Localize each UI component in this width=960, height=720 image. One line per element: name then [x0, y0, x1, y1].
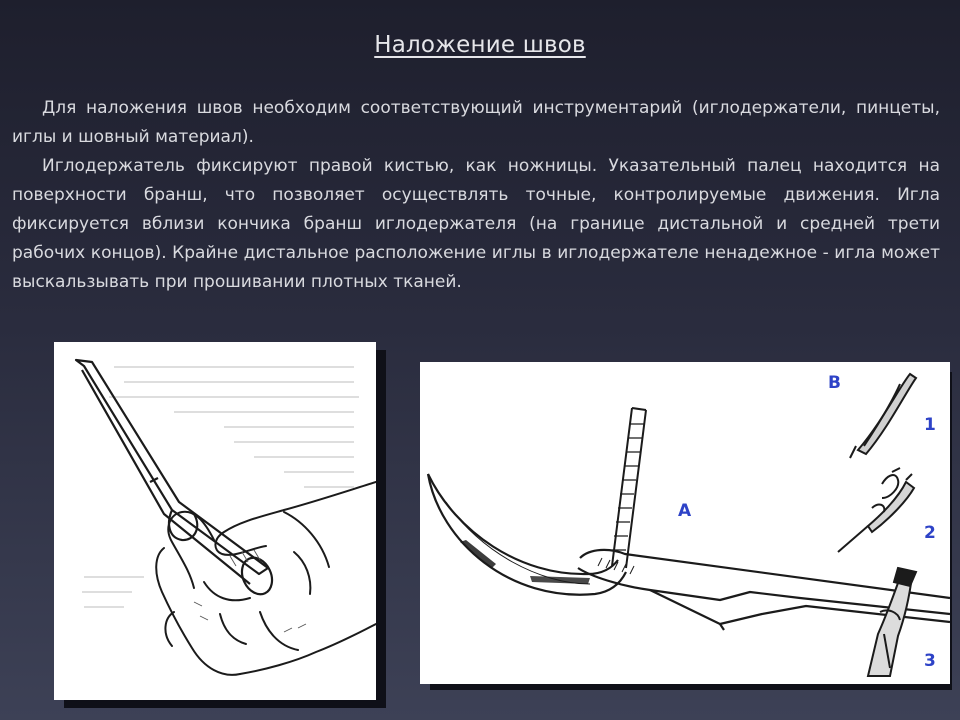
slide-title: Наложение швов: [374, 32, 586, 58]
variant-2-sketch: [838, 468, 914, 552]
label-2: 2: [924, 523, 936, 543]
label-a: A: [678, 501, 692, 521]
variant-1-sketch: [850, 374, 916, 458]
label-b: B: [828, 373, 841, 393]
variant-3-sketch: [868, 568, 916, 676]
body-text: [12, 94, 940, 297]
needle-grip-diagram: [420, 362, 950, 684]
paragraph-2: Иглодержатель фиксируют правой кистью, как ножницы. Указательный палец находится на поверхности бранш, что позволяет осуществлять точные, контролируемые движения. Игла фиксируется вблизи кончика бранш иглодержателя (на границе дистальной и средней трети рабочих концов). Крайне дистальное расположение иглы в иглодержателе ненадежное - игла может выскальзывать при прошивании плотных тканей.: [12, 156, 940, 292]
paragraph-1: Для наложения швов необходим соответствующий инструментарий (иглодержатели, пинцеты, иглы и шовный материал).: [12, 98, 940, 147]
label-3: 3: [924, 651, 936, 671]
label-1: 1: [924, 415, 936, 435]
hand-needle-holder-image: [54, 342, 376, 700]
